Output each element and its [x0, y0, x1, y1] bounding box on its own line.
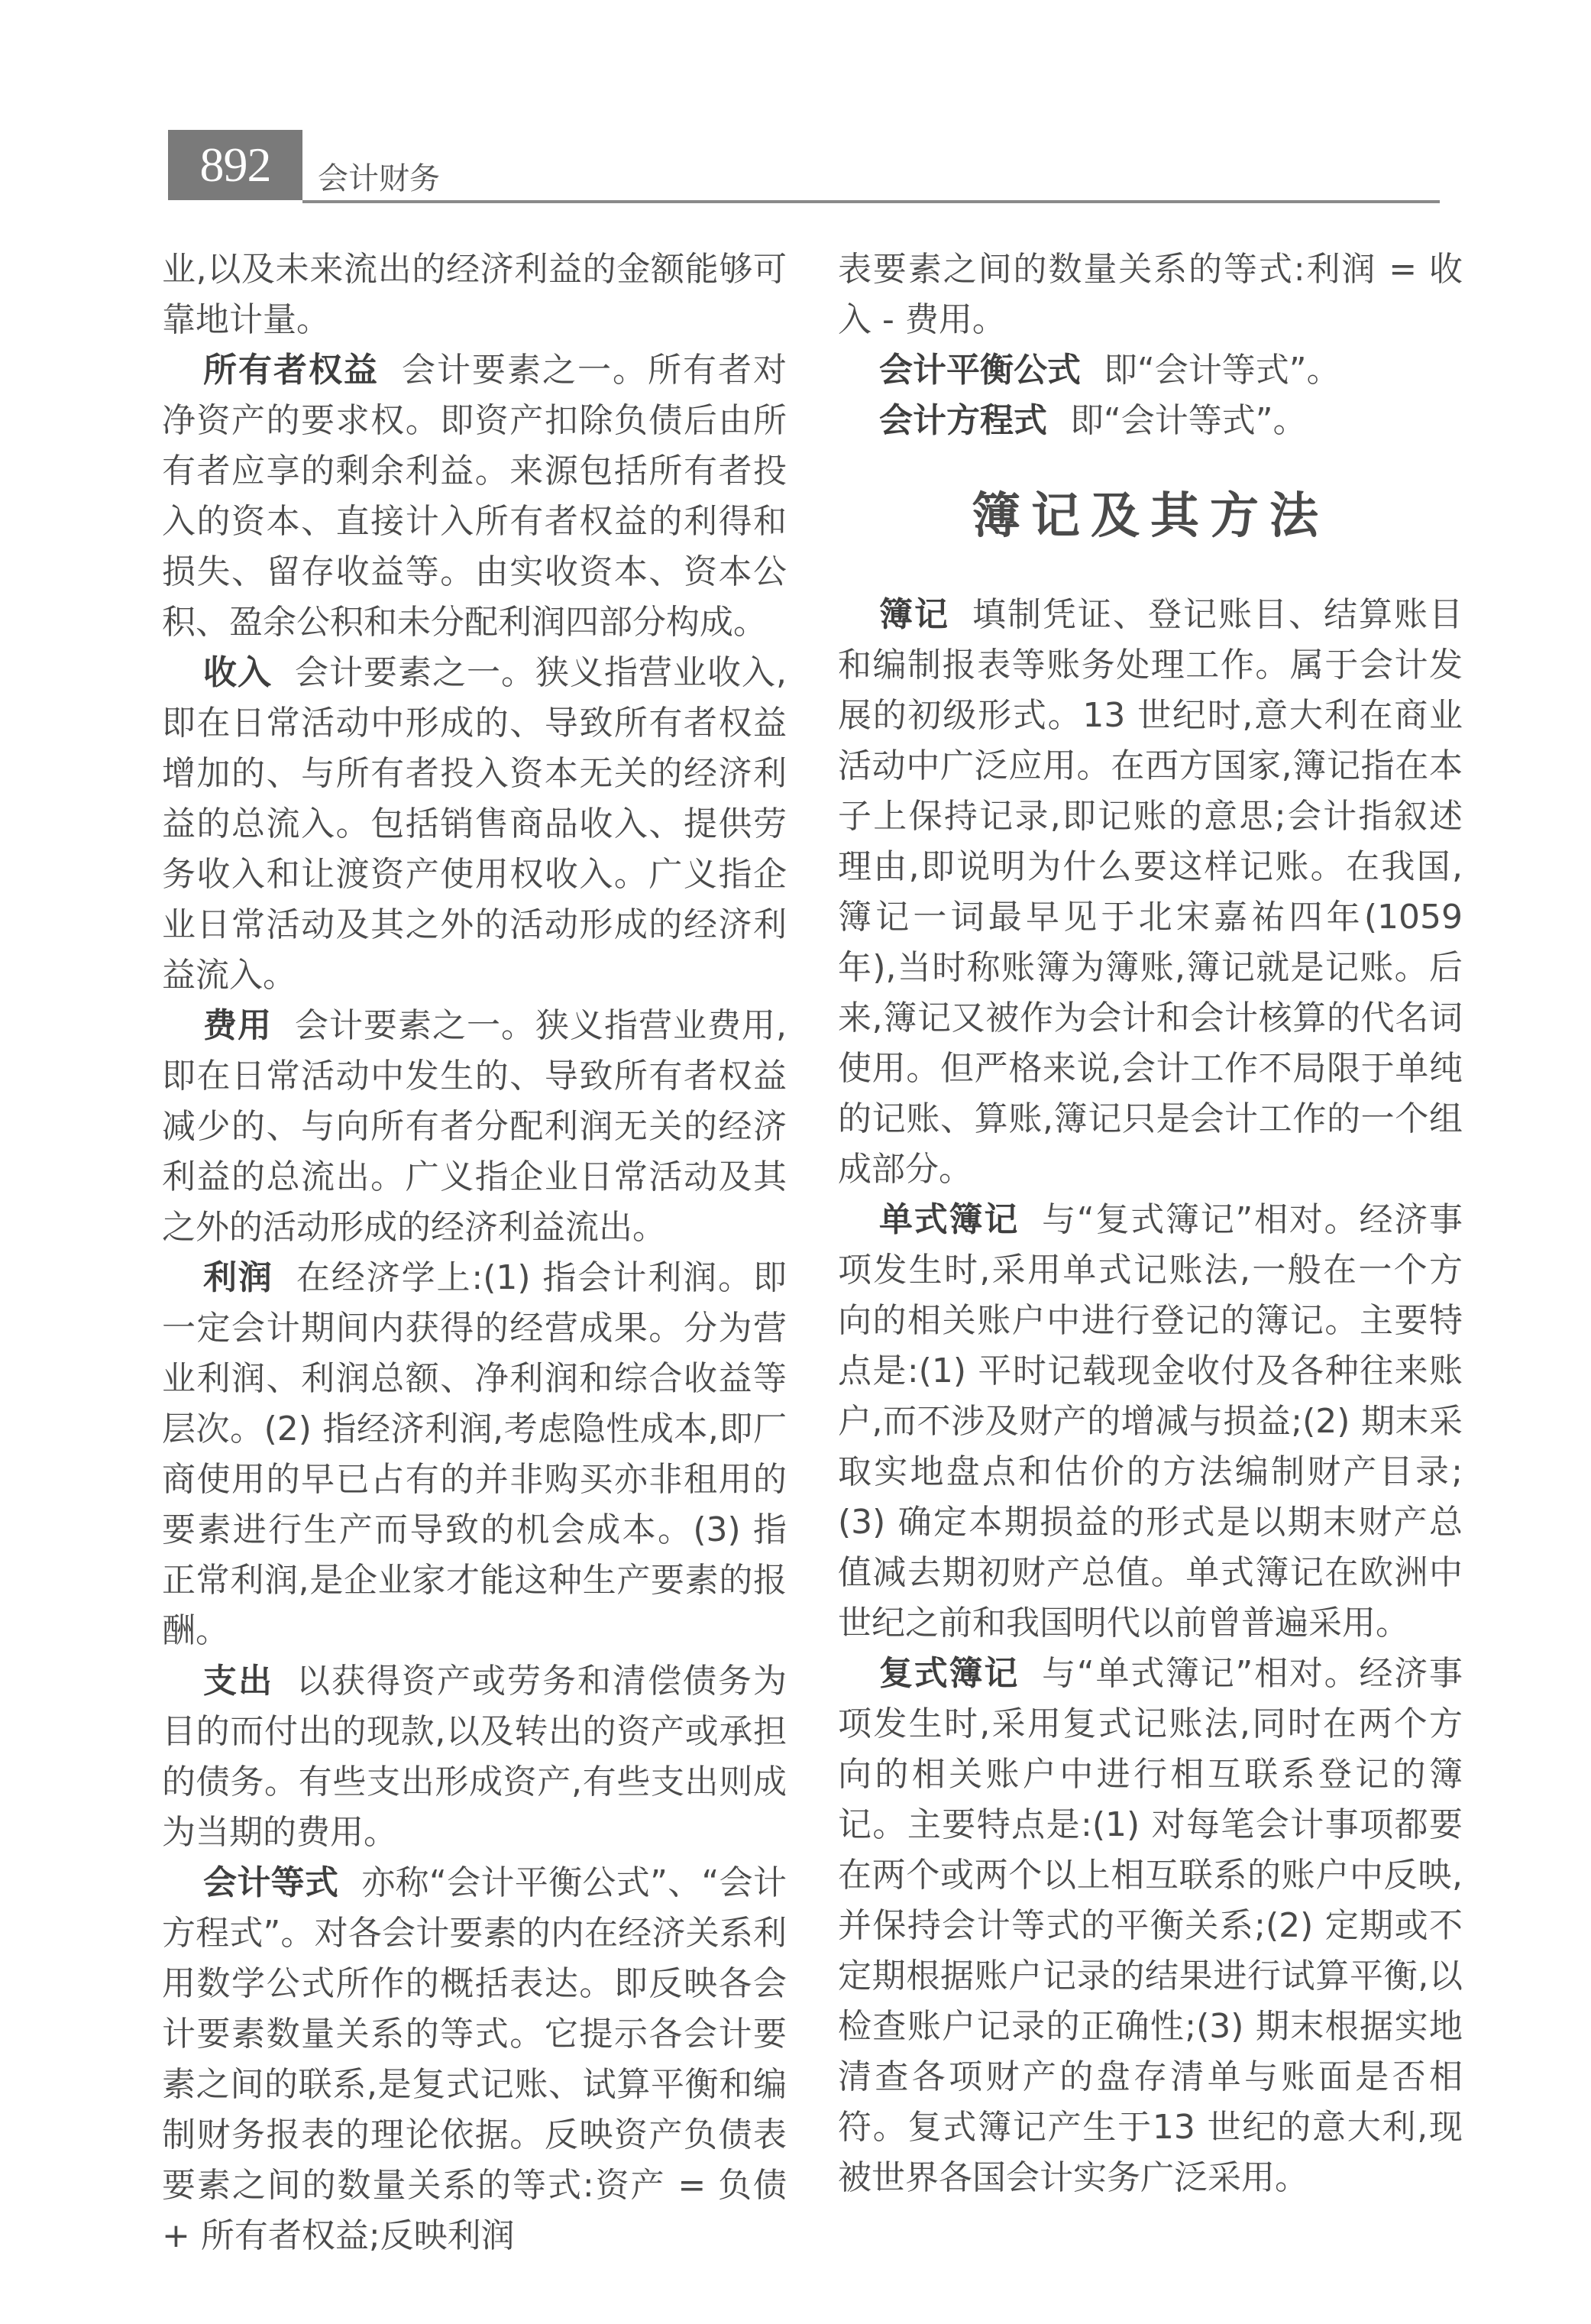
header-rule [302, 200, 1440, 203]
dictionary-entry [162, 1253, 787, 1656]
entry-term: 复式簿记 [879, 1654, 1020, 1693]
entry-term: 所有者权益 [203, 351, 379, 390]
entry-definition: 会计要素之一。狭义指营业收入,即在日常活动中形成的、导致所有者权益增加的、与所有者投入资本无关的经济利益的总流入。包括销售商品收入、提供劳务收入和让渡资产使用权收入。广义指企业日常活动及其之外的活动形成的经济利益流入。 [162, 653, 787, 995]
dictionary-entry [162, 648, 787, 1001]
dictionary-entry [162, 1001, 787, 1253]
entry-term: 会计平衡公式 [879, 351, 1081, 390]
entry-definition: 会计要素之一。所有者对净资产的要求权。即资产扣除负债后由所有者应享的剩余利益。来源包括所有者投入的资本、直接计入所有者权益的利得和损失、留存收益等。由实收资本、资本公积、盈余公积和未分配利润四部分构成。 [162, 351, 787, 642]
dictionary-entry [162, 1656, 787, 1858]
entry-term: 单式簿记 [879, 1200, 1020, 1239]
entry-term: 费用 [203, 1006, 272, 1045]
continuation-text: 业,以及未来流出的经济利益的金额能够可靠地计量。 [162, 250, 787, 339]
entry-definition: 即“会计等式”。 [1070, 401, 1307, 440]
dictionary-entry [838, 590, 1463, 1195]
running-title: 会计财务 [318, 161, 440, 196]
entry-definition: 与“单式簿记”相对。经济事项发生时,采用复式记账法,同时在两个方向的相关账户中进行相互联系登记的簿记。主要特点是:(1) 对每笔会计事项都要在两个或两个以上相互联系的账户中反映,并保持会计等式的平衡关系;(2) 定期或不定期根据账户记录的结果进行试算平衡,以检查账户记录的正确性;(3) 期末根据实地清查各项财产的盘存清单与账面是否相符。复式簿记产生于13 世纪的意大利,现被世界各国会计实务广泛采用。 [838, 1654, 1463, 2197]
entry-term: 会计方程式 [879, 401, 1047, 440]
section-heading: 簿记及其方法 [972, 487, 1329, 545]
entry-definition: 亦称“会计平衡公式”、“会计方程式”。对各会计要素的内在经济关系利用数学公式所作的概括表达。即反映各会计要素数量关系的等式。它提示各会计要素之间的联系,是复式记账、试算平衡和编制财务报表的理论依据。反映资产负债表要素之间的数量关系的等式:资产 = 负债 + 所有者权益;反映利润 [162, 1863, 787, 2255]
page-number: 892 [168, 130, 302, 200]
dictionary-entry [838, 1649, 1463, 2203]
entry-definition: 以获得资产或劳务和清偿债务为目的而付出的现款,以及转出的资产或承担的债务。有些支出形成资产,有些支出则成为当期的费用。 [162, 1662, 787, 1852]
entry-definition: 在经济学上:(1) 指会计利润。即一定会计期间内获得的经营成果。分为营业利润、利润总额、净利润和综合收益等层次。(2) 指经济利润,考虑隐性成本,即厂商使用的早已占有的并非购买亦非租用的要素进行生产而导致的机会成本。(3) 指正常利润,是企业家才能这种生产要素的报酬。 [162, 1258, 787, 1650]
entry-definition: 会计要素之一。狭义指营业费用,即在日常活动中发生的、导致所有者权益减少的、与向所有者分配利润无关的经济利益的总流出。广义指企业日常活动及其之外的活动形成的经济利益流出。 [162, 1006, 787, 1247]
dictionary-entry [162, 1858, 787, 2261]
entry-term: 支出 [203, 1662, 273, 1701]
entry-term: 收入 [203, 653, 272, 692]
right-column [838, 244, 1463, 2203]
entry-term: 会计等式 [203, 1863, 339, 1902]
dictionary-entry [838, 396, 1463, 446]
entry-term: 利润 [203, 1258, 273, 1297]
left-column [162, 244, 787, 2261]
page-header [168, 130, 1440, 203]
dictionary-entry [162, 345, 787, 648]
entry-definition: 填制凭证、登记账目、结算账目和编制报表等账务处理工作。属于会计发展的初级形式。13 世纪时,意大利在商业活动中广泛应用。在西方国家,簿记指在本子上保持记录,即记账的意思;会计指叙述理由,即说明为什么要这样记账。在我国,簿记一词最早见于北宋嘉祐四年(1059 年),当时称账簿为簿账,簿记就是记账。后来,簿记又被作为会计和会计核算的代名词使用。但严格来说,会计工作不局限于单纯的记账、算账,簿记只是会计工作的一个组成部分。 [838, 595, 1463, 1189]
dictionary-entry [838, 345, 1463, 396]
entry-term: 簿记 [879, 595, 949, 634]
dictionary-entry [838, 1195, 1463, 1649]
entry-definition: 即“会计等式”。 [1104, 351, 1340, 390]
continuation-text: 表要素之间的数量关系的等式:利润 = 收入 - 费用。 [838, 250, 1463, 339]
entry-definition: 与“复式簿记”相对。经济事项发生时,采用单式记账法,一般在一个方向的相关账户中进行登记的簿记。主要特点是:(1) 平时记载现金收付及各种往来账户,而不涉及财产的增减与损益;(2) 期末采取实地盘点和估价的方法编制财产目录;(3) 确定本期损益的形式是以期末财产总值减去期初财产总值。单式簿记在欧洲中世纪之前和我国明代以前曾普遍采用。 [838, 1200, 1463, 1643]
